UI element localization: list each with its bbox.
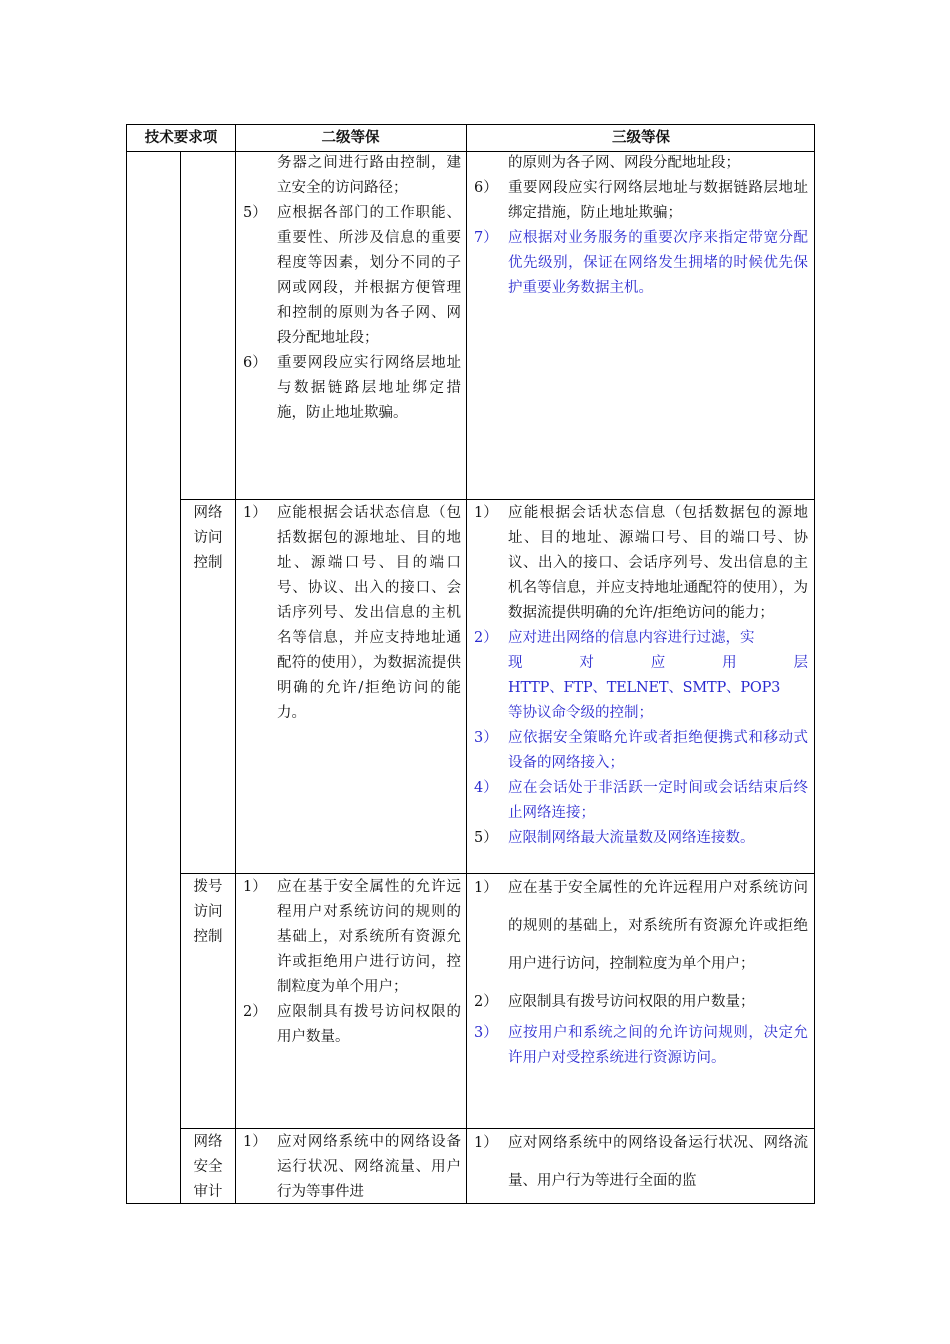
- item-number: 2）: [474, 994, 498, 1010]
- item-text: 应能根据会话状态信息（包括数据包的源地址、目的地址、源端口号、目的端口号、协议、出入的接口、会话序列号、发出信息的主机名等信息，并应支持地址通配符的使用），为数据流提供明确的允许/拒绝访问的能力。: [277, 505, 461, 721]
- list-item: [474, 1021, 808, 1071]
- list-item: [474, 501, 808, 626]
- item-text: 应按用户和系统之间的允许访问规则，决定允许用户对受控系统进行资源访问。: [508, 1025, 808, 1066]
- list-item: [474, 776, 808, 826]
- item-number: 4）: [474, 780, 498, 796]
- list-item: [474, 176, 808, 226]
- list-item: [474, 1124, 808, 1200]
- item-number: 1）: [474, 505, 498, 521]
- item-number: 1）: [243, 1134, 267, 1150]
- list-item: [474, 226, 808, 301]
- item-text: 的原则为各子网、网段分配地址段；: [508, 155, 740, 171]
- item-number: 2）: [243, 1004, 267, 1020]
- header-level3: 三级等保: [612, 130, 670, 146]
- col-divider-1: [180, 151, 181, 1203]
- category-network-audit: 网络安全审计: [193, 1134, 223, 1200]
- audit-level3-cell: [474, 1130, 808, 1200]
- item-text: 应依据安全策略允许或者拒绝便携式和移动式设备的网络接入；: [508, 730, 808, 771]
- item-number: 2）: [474, 630, 498, 646]
- item-text: 应对网络系统中的网络设备运行状况、网络流量、用户行为等事件进: [277, 1134, 461, 1200]
- requirements-table: [126, 124, 815, 1204]
- item-text: 重要网段应实行网络层地址与数据链路层地址绑定措施，防止地址欺骗；: [508, 180, 808, 221]
- list-item: [243, 351, 461, 426]
- item-text: 应能根据会话状态信息（包括数据包的源地址、目的地址、源端口号、目的端口号、协议、出入的接口、会话序列号、发出信息的主机名等信息，并应支持地址通配符的使用），为数据流提供明确的允许/拒绝访问的能力；: [508, 505, 808, 621]
- row-divider-1: [180, 499, 814, 500]
- dialup-level3-cell: [474, 875, 808, 1071]
- item-text: 应对网络系统中的网络设备运行状况、网络流量、用户行为等进行全面的监: [508, 1135, 808, 1189]
- item-text: 应限制具有拨号访问权限的用户数量；: [508, 994, 755, 1010]
- col-divider-3: [466, 125, 467, 1203]
- item-text: 应限制具有拨号访问权限的用户数量。: [277, 1004, 461, 1045]
- cont-level3-cell: [474, 151, 808, 301]
- item-text: 应在基于安全属性的允许远程用户对系统访问的规则的基础上，对系统所有资源允许或拒绝用户进行访问，控制粒度为单个用户；: [508, 880, 808, 972]
- item-number: 1）: [474, 1135, 498, 1151]
- list-item: [474, 626, 808, 726]
- item-number: 1）: [243, 505, 267, 521]
- list-item: [474, 726, 808, 776]
- list-item: [243, 151, 461, 201]
- category-network-access: 网络访问控制: [193, 505, 223, 571]
- item-number: 1）: [243, 879, 267, 895]
- item-number: 5）: [243, 205, 267, 221]
- header-level2: 二级等保: [321, 130, 380, 146]
- item-text: 应限制网络最大流量数及网络连接数。: [508, 830, 755, 846]
- item-text: 现 对 应 用 层: [508, 655, 808, 671]
- category-dialup-access: 拨号访问控制: [193, 879, 223, 945]
- list-item: [474, 826, 808, 851]
- item-number: 5）: [474, 830, 498, 846]
- list-item: [474, 151, 808, 176]
- item-text: 务器之间进行路由控制，建立安全的访问路径；: [277, 155, 461, 196]
- item-number: 7）: [474, 230, 498, 246]
- item-number: [474, 151, 508, 176]
- item-text: 等协议命令级的控制；: [508, 705, 653, 721]
- list-item: [243, 201, 461, 351]
- network-access-level3-cell: [474, 501, 808, 851]
- list-item: [243, 501, 461, 726]
- item-number: 1）: [474, 880, 498, 896]
- item-text: 应在基于安全属性的允许远程用户对系统访问的规则的基础上，对系统所有资源允许或拒绝用户进行访问，控制粒度为单个用户；: [277, 879, 461, 995]
- item-text: HTTP、FTP、TELNET、SMTP、POP3: [508, 680, 781, 696]
- item-text: 应在会话处于非活跃一定时间或会话结束后终止网络连接；: [508, 780, 808, 821]
- dialup-level2-cell: [243, 875, 461, 1050]
- network-access-level2-cell: [243, 501, 461, 726]
- list-item: [474, 983, 808, 1021]
- list-item: [243, 1000, 461, 1050]
- item-number: 6）: [243, 355, 267, 371]
- item-number: [243, 151, 277, 201]
- list-item: [474, 869, 808, 983]
- header-item: 技术要求项: [144, 130, 218, 146]
- item-number: 3）: [474, 1025, 498, 1041]
- list-item: [243, 875, 461, 1000]
- list-item: [243, 1130, 461, 1205]
- item-text: 应根据对业务服务的重要次序来指定带宽分配优先级别，保证在网络发生拥堵的时候优先保护重要业务数据主机。: [508, 230, 808, 296]
- item-text: 重要网段应实行网络层地址与数据链路层地址绑定措施，防止地址欺骗。: [277, 355, 461, 421]
- item-number: 3）: [474, 730, 498, 746]
- item-text: 应根据各部门的工作职能、重要性、所涉及信息的重要程度等因素，划分不同的子网或网段，并根据方便管理和控制的原则为各子网、网段分配地址段；: [277, 205, 461, 346]
- cont-level2-cell: [243, 151, 461, 426]
- item-text: 应对进出网络的信息内容进行过滤，实: [508, 630, 755, 646]
- item-number: 6）: [474, 180, 498, 196]
- audit-level2-cell: [243, 1130, 461, 1205]
- col-divider-2: [235, 125, 236, 1203]
